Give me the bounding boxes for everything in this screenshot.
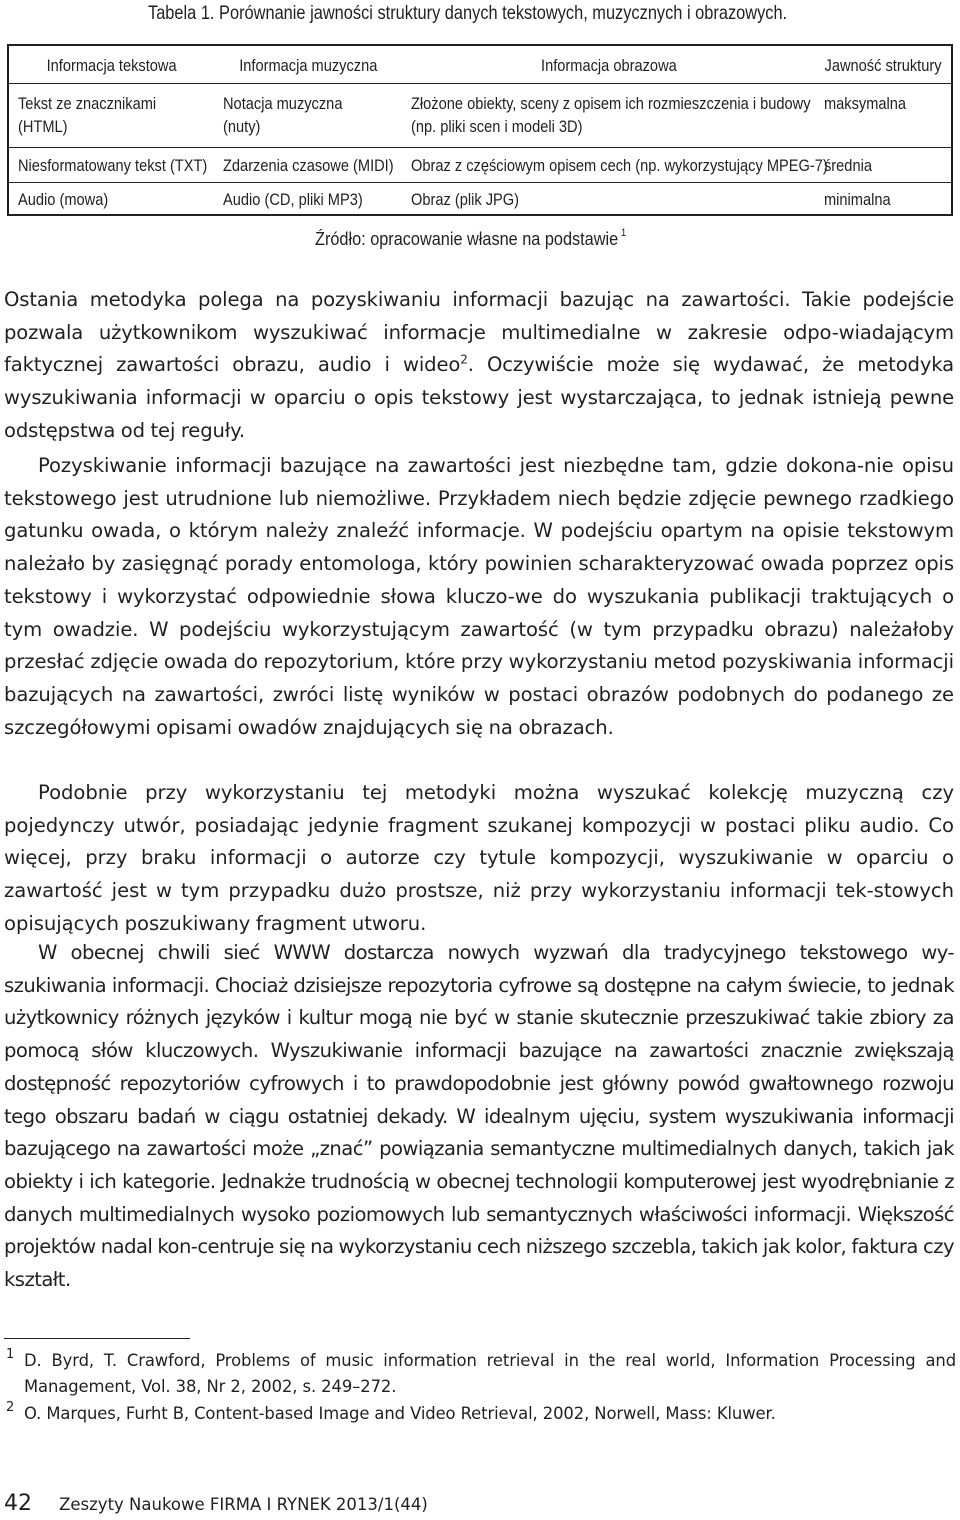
footnote (4, 1348, 956, 1400)
table-cell: Zdarzenia czasowe (MIDI) (223, 156, 394, 175)
paragraph-text: Podobnie przy wykorzystaniu tej metodyki można wyszukać kolekcję muzyczną czy pojedynczy utwór, posiadając jedynie fragment szukanej kompozycji w postaci pliku audio. Co więcej, przy braku informacji o autorze czy tytule kompozycji, wyszukiwanie w oparciu o zawartość jest w tym przypadku dużo prostsze, niż przy wykorzystaniu informacji tek-stowych opisujących poszukiwany fragment utworu. (4, 781, 954, 935)
source-text: Źródło: opracowanie własne na podstawie (315, 228, 619, 249)
table-cell: Notacja muzyczna (nuty) (223, 94, 343, 136)
header-cell: Informacja tekstowa (46, 56, 177, 75)
comparison-table (7, 44, 953, 216)
table-cell: maksymalna (824, 94, 907, 113)
paragraph-text: . Oczywiście może się wydawać, że metodyka wyszukiwania informacji w oparciu o opis tekstowy jest wystarczająca, to jednak istnieją pewne odstępstwa od tej reguły. (4, 353, 954, 442)
paragraph-text: W obecnej chwili sieć WWW dostarcza nowych wyzwań dla tradycyjnego tekstowego wy-szukiwania informacji. Chociaż dzisiejsze repozytoria cyfrowe są dostępne na całym świecie, to jednak użytkownicy różnych języków i kultur mogą nie być w stanie skutecznie przeszukiwać takie zbiory za pomocą słów kluczowych. Wyszukiwanie informacji bazujące na zawartości znacznie zwiększają dostępność repozytoriów cyfrowych i to prawdopodobnie jest główny powód gwałtownego rozwoju tego obszaru badań w ciągu ostatniej dekady. W idealnym ujęciu, system wyszukiwania informacji bazującego na zawartości może „znać” powiązania semantyczne multimedialnych danych, takich jak obiekty i ich kategorie. Jednakże trudnością w obecnej technologii komputerowej jest wyodrębnianie z danych multimedialnych wysoko poziomowych lub semantycznych właściwości informacji. Większość projektów nadal kon-centruje się na wykorzystaniu cech niższego szczebla, takich jak kolor, faktura czy kształt. (4, 941, 954, 1292)
table-cell: Audio (CD, pliki MP3) (223, 190, 363, 209)
footnote-number: 1 (6, 1347, 15, 1362)
header-cell: Informacja obrazowa (540, 56, 677, 75)
table-cell: Obraz (plik JPG) (411, 190, 520, 209)
footnote (4, 1401, 956, 1427)
table-header-row (9, 46, 951, 84)
body-paragraph (4, 450, 954, 744)
body-paragraph (4, 777, 954, 941)
footnote-ref: 2 (460, 352, 468, 367)
table-cell: Złożone obiekty, sceny z opisem ich rozmieszczenia i budowy (np. pliki scen i modeli 3D) (411, 94, 811, 136)
journal-title: Zeszyty Naukowe FIRMA I RYNEK 2013/1(44) (59, 1495, 428, 1514)
page-footer (4, 1491, 428, 1516)
footnote-text: O. Marques, Furht B, Content-based Image and Video Retrieval, 2002, Norwell, Mass: Kluwer. (24, 1404, 776, 1423)
table-cell: Niesformatowany tekst (TXT) (18, 156, 208, 175)
table-cell: minimalna (824, 190, 891, 209)
footnote-text: D. Byrd, T. Crawford, Problems of music information retrieval in the real world, Information Processing and Management, Vol. 38, Nr 2, 2002, s. 249–272. (24, 1351, 956, 1396)
table-caption: Tabela 1. Porównanie jawności struktury danych tekstowych, muzycznych i obrazowych. (148, 2, 788, 24)
footnote-separator (4, 1338, 190, 1339)
page-number: 42 (4, 1491, 32, 1516)
footnote-number: 2 (6, 1400, 15, 1415)
footnote-ref: 1 (620, 226, 627, 239)
table-row (9, 148, 951, 183)
table-row (9, 183, 951, 216)
header-cell: Informacja muzyczna (238, 56, 378, 75)
table-cell: Tekst ze znacznikami (HTML) (18, 94, 157, 136)
body-paragraph (4, 937, 954, 1297)
table-cell: Obraz z częściowym opisem cech (np. wykorzystujący MPEG-7) (411, 156, 828, 175)
paragraph-text: Ostania metodyka polega na pozyskiwaniu informacji bazując na zawartości. Takie podejście pozwala użytkownikom wyszukiwać informacje multimedialne w zakresie odpo-wiadającym faktycznej zawartości obrazu, audio i wideo (4, 288, 954, 377)
header-cell: Jawność struktury (824, 56, 942, 75)
table-row (9, 84, 951, 148)
table-cell: średnia (824, 156, 872, 175)
table-source-note (315, 228, 626, 250)
body-paragraph (4, 284, 954, 448)
table-cell: Audio (mowa) (18, 190, 109, 209)
paragraph-text: Pozyskiwanie informacji bazujące na zawartości jest niezbędne tam, gdzie dokona-nie opisu tekstowego jest utrudnione lub niemożliwe. Przykładem niech będzie zdjęcie pewnego rzadkiego gatunku owada, o którym należy znaleźć informacje. W podejściu opartym na opisie tekstowym należało by zasięgnąć porady entomologa, który powinien scharakteryzować owada poprzez opis tekstowy i wykorzystać odpowiednie słowa kluczo-we do wyszukania publikacji traktujących o tym owadzie. W podejściu wykorzystującym zawartość (w tym przypadku obrazu) należałoby przesłać zdjęcie owada do repozytorium, które przy wykorzystaniu metod pozyskiwania informacji bazujących na zawartości, zwróci listę wyników w postaci obrazów podobnych do podanego ze szczegółowymi opisami owadów znajdujących się na obrazach. (4, 454, 954, 739)
